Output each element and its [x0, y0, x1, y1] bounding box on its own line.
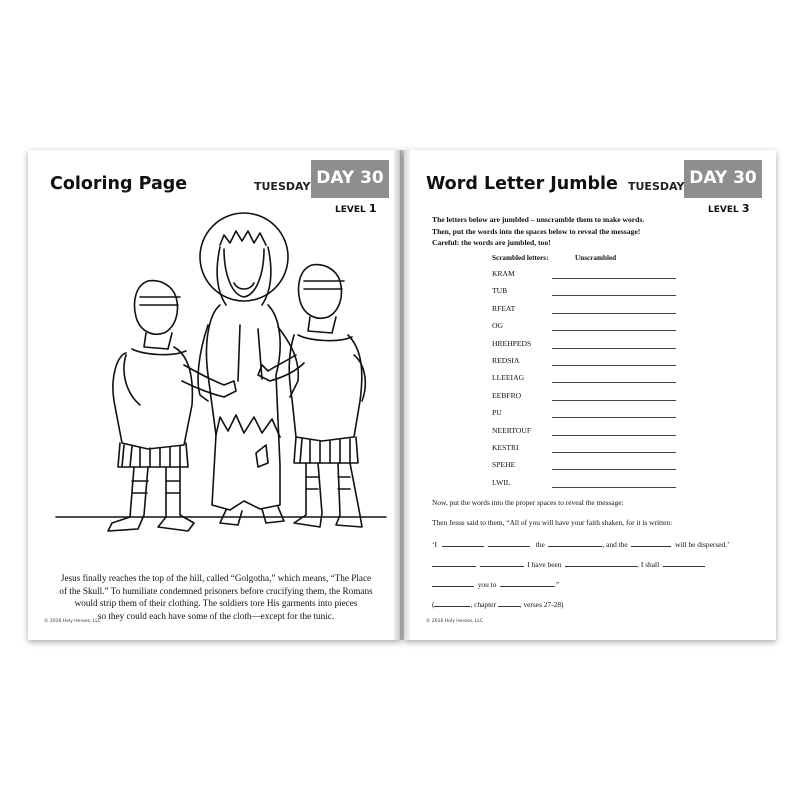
answer-line[interactable] — [552, 278, 676, 279]
scrambled-word: LLEEIAG — [492, 373, 525, 383]
column-header-unscrambled: Unscrambled — [575, 254, 617, 262]
activity-book — [28, 150, 776, 644]
message-line: ( , chapter , verses 27-28) — [432, 600, 564, 609]
day-name: TUESDAY — [254, 180, 311, 193]
level-label: LEVEL 3 — [708, 202, 750, 215]
level-label: LEVEL 1 — [335, 202, 377, 215]
copyright: © 2016 Holy Heroes, LLC — [44, 619, 102, 624]
left-page — [28, 150, 401, 640]
scrambled-word: TUB — [492, 286, 508, 296]
message-line: ‘I the , and the will be dispersed.’ — [432, 540, 730, 549]
column-header-scrambled: Scrambled letters: — [492, 254, 549, 262]
jumble-row — [492, 478, 692, 494]
jumble-row — [492, 286, 692, 302]
caption-line: Jesus finally reaches the top of the hill, called “Golgotha,” which means, “The Place — [60, 573, 372, 583]
jumble-row — [492, 460, 692, 476]
message-line: I have been , I shall — [432, 558, 705, 570]
jumble-row — [492, 269, 692, 285]
scrambled-word: SPEHE — [492, 460, 516, 470]
instruction-line: The letters below are jumbled – unscramble them to make words. — [432, 215, 645, 224]
answer-line[interactable] — [552, 469, 676, 470]
message-line: you to .” — [432, 578, 559, 590]
answer-blank[interactable] — [500, 578, 554, 587]
answer-line[interactable] — [552, 365, 676, 366]
instructions — [432, 214, 644, 249]
answer-line[interactable] — [552, 348, 676, 349]
answer-line[interactable] — [552, 487, 676, 488]
day-name: TUESDAY — [628, 180, 685, 193]
level-number: 1 — [368, 202, 377, 215]
answer-blank[interactable] — [434, 598, 470, 607]
instruction-line: Careful: the words are jumbled, too! — [432, 238, 551, 247]
scrambled-word: PU — [492, 408, 502, 418]
scrambled-word: LWIL — [492, 477, 511, 487]
answer-line[interactable] — [552, 313, 676, 314]
answer-line[interactable] — [552, 400, 676, 401]
jumble-row — [492, 373, 692, 389]
copyright: © 2016 Holy Heroes, LLC — [426, 619, 484, 624]
day-tab: DAY 30 — [684, 160, 762, 198]
answer-blank[interactable] — [480, 558, 524, 567]
caption-line: so they could each have some of the cloth—except for the tunic. — [97, 610, 335, 621]
answer-line[interactable] — [552, 295, 676, 296]
answer-line[interactable] — [552, 330, 676, 331]
answer-blank[interactable] — [565, 558, 637, 567]
jumble-row — [492, 426, 692, 442]
coloring-caption — [46, 572, 386, 622]
jumble-row — [492, 408, 692, 424]
message-line: Then Jesus said to them, “All of you will have your faith shaken, for it is written: — [432, 518, 673, 527]
level-number: 3 — [741, 202, 750, 215]
scrambled-word: KRAM — [492, 269, 515, 278]
scrambled-word: EEBFRO — [492, 390, 522, 400]
coloring-illustration — [48, 205, 388, 565]
answer-line[interactable] — [552, 452, 676, 453]
answer-blank[interactable] — [432, 578, 474, 587]
answer-blank[interactable] — [548, 538, 602, 547]
jumble-row — [492, 443, 692, 459]
jumble-row — [492, 356, 692, 372]
answer-line[interactable] — [552, 382, 676, 383]
scrambled-word: NEERTOUF — [492, 425, 532, 435]
answer-line[interactable] — [552, 435, 676, 436]
day-tab: DAY 30 — [311, 160, 389, 198]
answer-blank[interactable] — [442, 538, 484, 547]
answer-blank[interactable] — [432, 558, 476, 567]
caption-line: would strip them of their clothing. The soldiers tore His garments into pieces — [74, 598, 358, 608]
jumble-row — [492, 339, 692, 355]
scrambled-word: RFEAT — [492, 303, 516, 313]
right-page — [404, 150, 776, 640]
page-title: Coloring Page — [50, 174, 188, 194]
answer-line[interactable] — [552, 417, 676, 418]
jumble-row — [492, 391, 692, 407]
page-title: Word Letter Jumble — [426, 174, 618, 194]
answer-blank[interactable] — [631, 538, 671, 547]
message-intro: Now, put the words into the proper spaces to reveal the message: — [432, 498, 624, 507]
caption-line: of the Skull.” To humiliate condemned prisoners before crucifying them, the Romans — [59, 585, 373, 596]
scrambled-word: HREHPEDS — [492, 338, 532, 348]
book-gutter — [394, 150, 410, 640]
answer-blank[interactable] — [498, 598, 520, 607]
scrambled-word: KESTRI — [492, 443, 519, 452]
jumble-row — [492, 304, 692, 320]
instruction-line: Then, put the words into the spaces below to reveal the message! — [432, 226, 641, 236]
scrambled-word: OG — [492, 321, 503, 331]
scrambled-word: REDSIA — [492, 356, 520, 365]
answer-blank[interactable] — [663, 558, 705, 567]
jumble-row — [492, 321, 692, 337]
answer-blank[interactable] — [488, 538, 530, 547]
